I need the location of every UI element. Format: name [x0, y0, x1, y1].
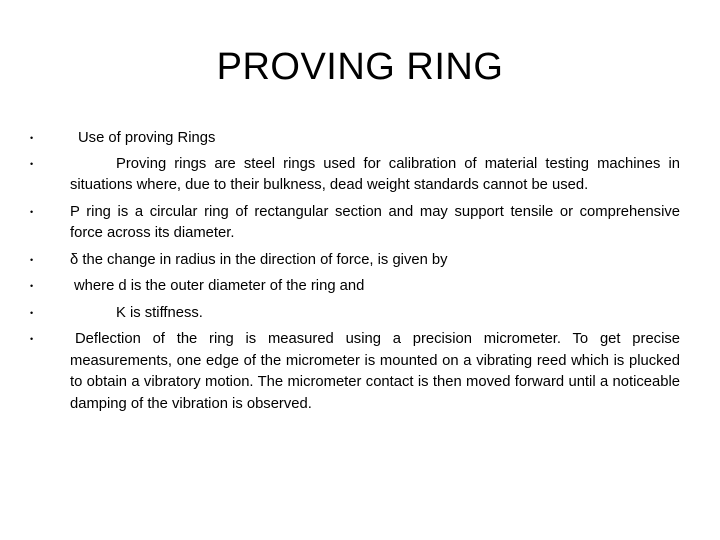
bullet-text: δ the change in radius in the direction of force, is given by	[70, 251, 448, 268]
bullet-item-description	[30, 202, 680, 245]
bullet-dot: •	[30, 307, 34, 318]
bullet-item-use-of-rings	[30, 128, 680, 150]
bullet-text: P ring is a circular ring of rectangular section and may support tensile or comprehensive force across its diameter.	[70, 203, 680, 241]
bullet-item-definition	[30, 154, 680, 197]
bullet-text: Deflection of the ring is measured using a precision micrometer. To get precise measurements, one edge of the micrometer is mounted on a vibrating reed which is plucked to obtain a vibratory motion. The micrometer contact is then moved forward until a noticeable damping of the vibration is observed.	[70, 331, 680, 412]
bullet-list	[30, 128, 680, 420]
bullet-dot: •	[30, 206, 34, 217]
bullet-item-stiffness	[30, 303, 680, 325]
bullet-dot: •	[30, 254, 34, 265]
bullet-text: Use of proving Rings	[78, 130, 216, 146]
bullet-item-deflection	[30, 329, 680, 415]
bullet-text: where d is the outer diameter of the ring and	[74, 278, 365, 294]
bullet-dot: •	[30, 158, 34, 169]
bullet-text: Proving rings are steel rings used for calibration of material testing machines in situations where, due to their bulkness, dead weight standards cannot be used.	[70, 155, 680, 193]
slide-title: PROVING RING	[216, 46, 504, 88]
bullet-dot: •	[30, 133, 34, 143]
bullet-text: K is stiffness.	[116, 304, 203, 321]
bullet-item-delta	[30, 250, 680, 272]
bullet-dot: •	[30, 334, 34, 344]
bullet-dot: •	[30, 281, 34, 291]
bullet-item-diameter	[30, 276, 680, 298]
